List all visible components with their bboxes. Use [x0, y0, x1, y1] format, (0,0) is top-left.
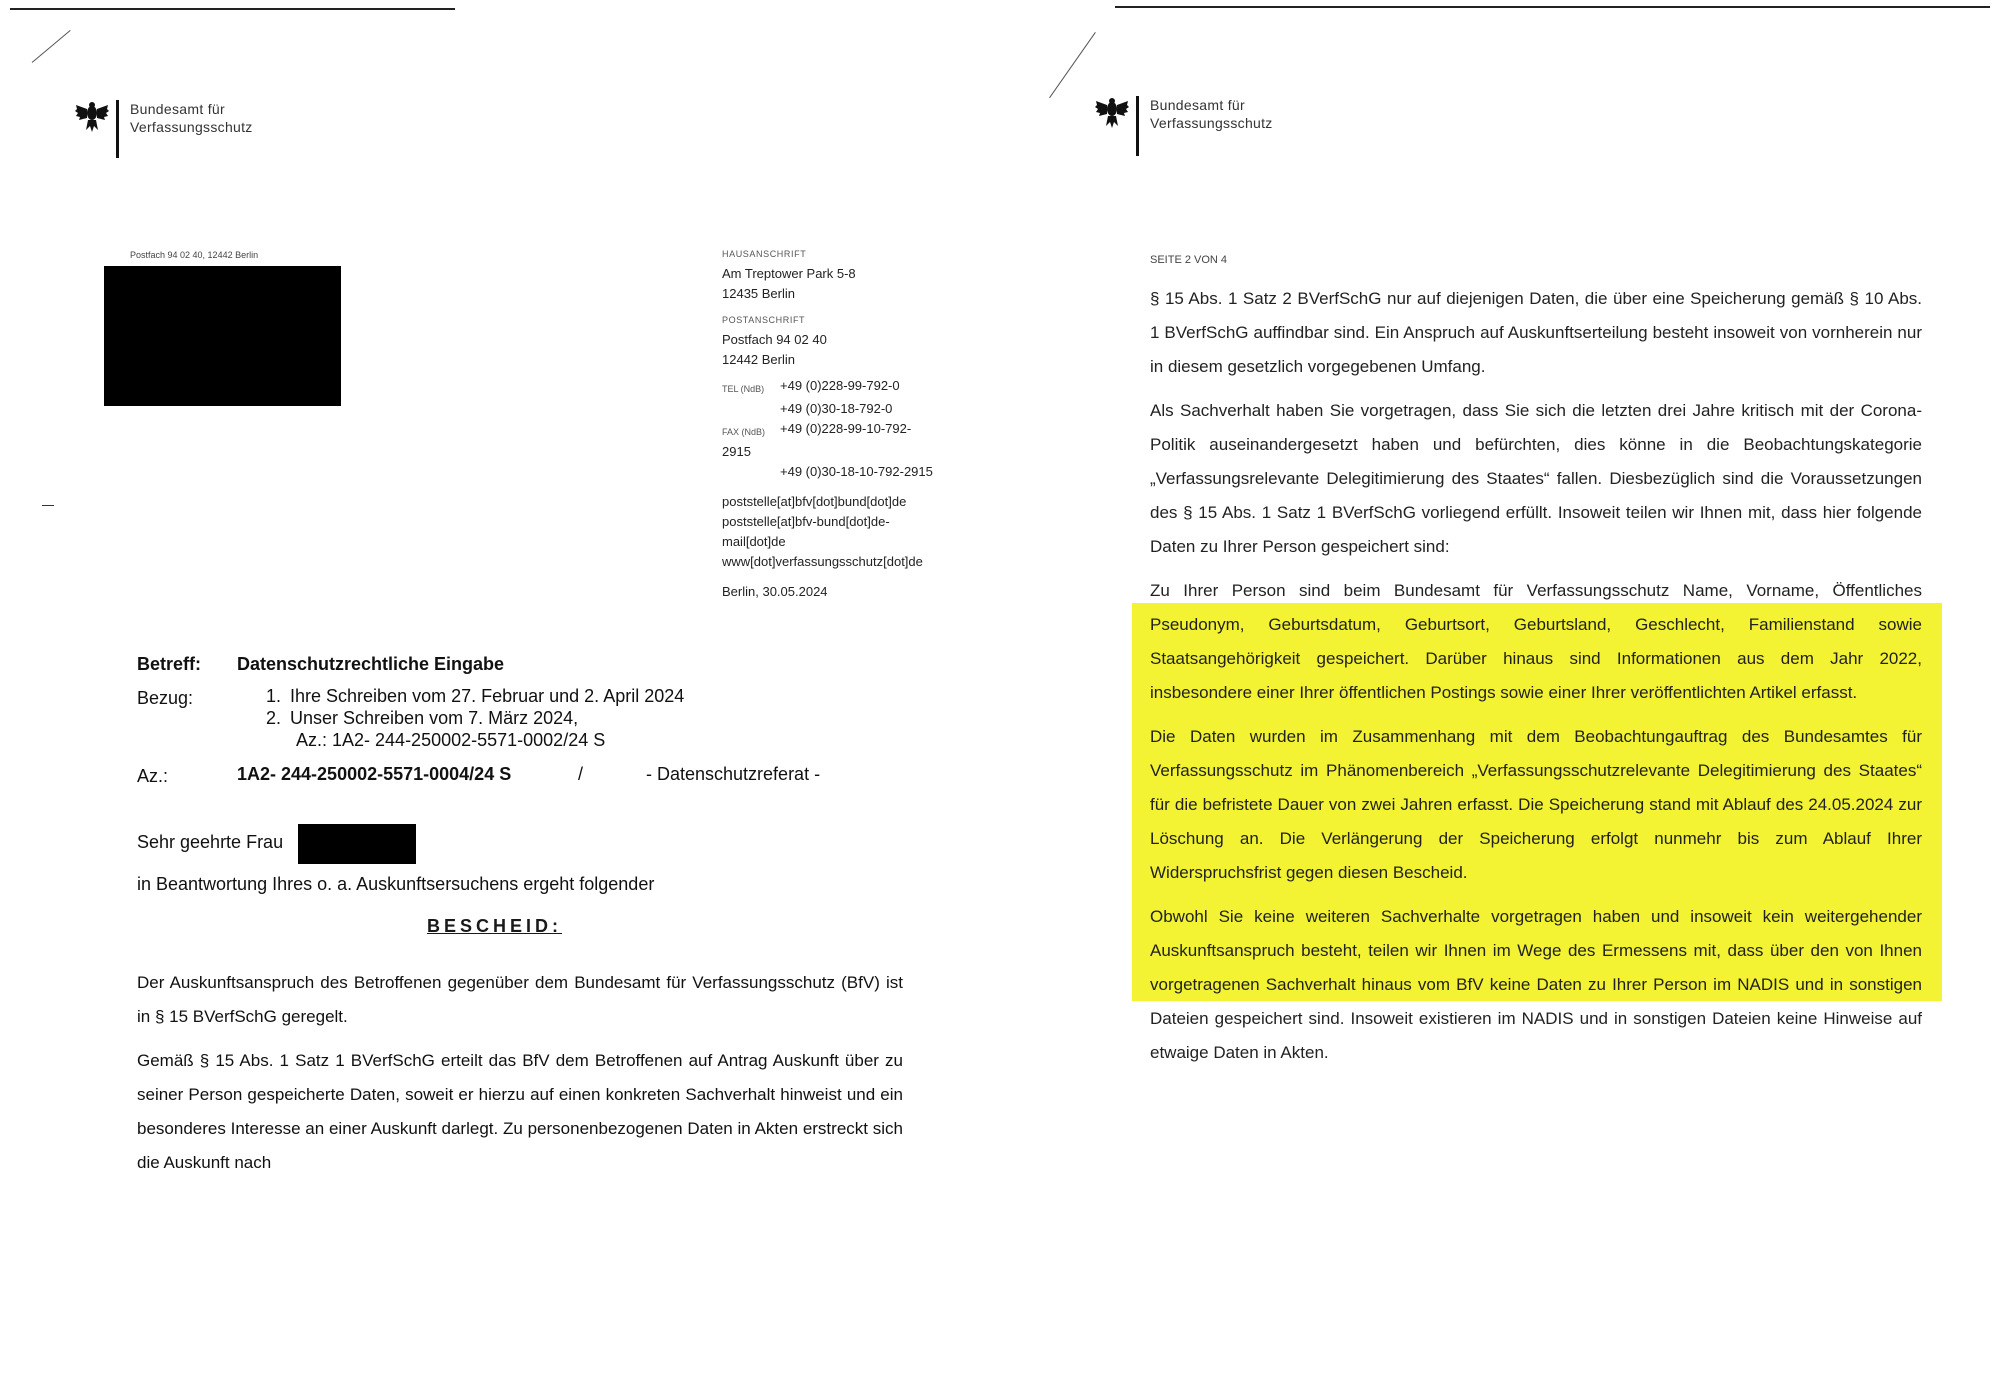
agency-line2: Verfassungsschutz: [1150, 115, 1273, 131]
hausanschrift-city: 12435 Berlin: [722, 286, 795, 301]
page2-paragraph-4: Die Daten wurden im Zusammenhang mit dem Beobachtungauftrag des Bundesamtes für Verfassungsschutz im Phänomenbereich „Verfassungsschutzrelevante Delegitimierung des Staates“ für die befristete Dauer von zwei Jahren erfasst. Die Speicherung stand mit Ablauf des 24.05.2024 zur Löschung an. Die Verlängerung der Speicherung erfolgt nunmehr bis zum Ablauf Ihrer Widerspruchsfrist gegen diesen Bescheid.: [1150, 727, 1922, 882]
federal-eagle-icon: [74, 100, 110, 134]
fax-number-1: +49 (0)228-99-10-792-: [780, 421, 912, 436]
postanschrift-label: POSTANSCHRIFT: [722, 315, 806, 325]
bezug-item-1: 1. Ihre Schreiben vom 27. Februar und 2. April 2024: [266, 686, 685, 706]
logo-divider-2: [1136, 96, 1139, 156]
agency-line2: Verfassungsschutz: [130, 119, 253, 135]
tel-number-1: +49 (0)228-99-792-0: [780, 378, 900, 393]
agency-line1: Bundesamt für: [130, 101, 225, 117]
return-address: Postfach 94 02 40, 12442 Berlin: [130, 250, 259, 260]
az-label: Az.:: [137, 766, 169, 786]
scan-mark: [32, 30, 71, 63]
postanschrift-box: Postfach 94 02 40: [722, 332, 827, 347]
page1-paragraph-2: Gemäß § 15 Abs. 1 Satz 1 BVerfSchG erteilt das BfV dem Betroffenen auf Antrag Auskunft über zu seiner Person gespeicherte Daten, soweit er hierzu auf einen konkreten Sachverhalt hinweist und ein besonderes Interesse an einer Auskunft darlegt. Zu personenbezogenen Daten in Akten erstreckt sich die Auskunft nach: [137, 1051, 903, 1172]
postanschrift-city: 12442 Berlin: [722, 352, 795, 367]
email-2: poststelle[at]bfv-bund[dot]de-: [722, 514, 890, 529]
page2-paragraph-3: Zu Ihrer Person sind beim Bundesamt für Verfassungsschutz Name, Vorname, Öffentliches Pseudonym, Geburtsdatum, Geburtsort, Geburtsland, Geschlecht, Familienstand sowie Staatsangehörigkeit gespeichert. Darüber hinaus sind Informationen aus dem Jahr 2022, insbesondere einer Ihrer öffentlichen Postings sowie einer Ihrer veröffentlichten Artikel erfasst.: [1150, 581, 1922, 702]
sender-contact-block: [722, 244, 962, 602]
intro-sentence: in Beantwortung Ihres o. a. Auskunftsersuchens ergeht folgender: [137, 874, 655, 894]
federal-eagle-icon: [1094, 96, 1130, 130]
bezug-item-2-az: Az.: 1A2- 244-250002-5571-0002/24 S: [296, 730, 606, 750]
website: www[dot]verfassungsschutz[dot]de: [722, 554, 923, 569]
page2-paragraph-2: Als Sachverhalt haben Sie vorgetragen, dass Sie sich die letzten drei Jahre kritisch mit der Corona-Politik auseinandergesetzt haben und befürchten, dies könne in die Beobachtungskategorie „Verfassungsrelevante Delegitimierung des Staates“ fallen. Diesbezüglich sind die Voraussetzungen des § 15 Abs. 1 Satz 1 BVerfSchG vorliegend erfüllt. Insoweit teilen wir Ihnen mit, dass hier folgende Daten zu Ihrer Person gespeichert sind:: [1150, 401, 1922, 556]
email-1: poststelle[at]bfv[dot]bund[dot]de: [722, 494, 907, 509]
scan-edge-line-2: [1115, 6, 1990, 8]
logo-divider: [116, 100, 119, 158]
fax-number-2: +49 (0)30-18-10-792-2915: [780, 464, 933, 479]
bezug-item-2: 2. Unser Schreiben vom 7. März 2024,: [266, 708, 579, 728]
page2-paragraph-5: Obwohl Sie keine weiteren Sachverhalte vorgetragen haben und insoweit kein weitergehender Auskunftsanspruch besteht, teilen wir Ihnen im Wege des Ermessens mit, dass über den von Ihnen vorgetragenen Sachverhalt hinaus vom BfV keine Daten zu Ihrer Person im NADIS und in sonstigen Dateien gespeichert sind. Insoweit existieren im NADIS und in sonstigen Dateien keine Hinweise auf etwaige Daten in Akten.: [1150, 907, 1922, 1062]
salutation: Sehr geehrte Frau: [137, 832, 284, 852]
page1-body: [137, 966, 903, 1190]
redacted-recipient-block: [104, 266, 341, 406]
fax-label: FAX (NdB): [722, 427, 766, 437]
hausanschrift-label: HAUSANSCHRIFT: [722, 249, 807, 259]
fold-mark: [42, 505, 54, 506]
az-department: - Datenschutzreferat -: [646, 764, 821, 784]
az-slash: /: [578, 764, 584, 784]
bescheid-heading: BESCHEID:: [427, 916, 563, 936]
betreff-label: Betreff:: [137, 654, 202, 674]
page2-paragraph-1: § 15 Abs. 1 Satz 2 BVerfSchG nur auf diejenigen Daten, die über eine Speicherung gemäß § 10 Abs. 1 BVerfSchG auffindbar sind. Ein Anspruch auf Auskunftserteilung besteht insoweit von vornherein nur in diesem gesetzlich vorgegebenen Umfang.: [1150, 289, 1922, 376]
az-value: 1A2- 244-250002-5571-0004/24 S: [237, 764, 512, 784]
tel-label: TEL (NdB): [722, 384, 765, 394]
hausanschrift-street: Am Treptower Park 5-8: [722, 266, 856, 281]
email-2-cont: mail[dot]de: [722, 534, 786, 549]
agency-line1: Bundesamt für: [1150, 97, 1245, 113]
agency-name-2: [1150, 96, 1273, 132]
redacted-name: [298, 824, 416, 864]
letter-date: Berlin, 30.05.2024: [722, 584, 828, 599]
fax-number-1-cont: 2915: [722, 444, 751, 459]
bezug-label: Bezug:: [137, 688, 194, 708]
agency-name: [130, 100, 253, 136]
betreff-value: Datenschutzrechtliche Eingabe: [237, 654, 505, 674]
tel-number-2: +49 (0)30-18-792-0: [780, 401, 893, 416]
page1-paragraph-1: Der Auskunftsanspruch des Betroffenen gegenüber dem Bundesamt für Verfassungsschutz (BfV) ist in § 15 BVerfSchG geregelt.: [137, 973, 903, 1026]
page2-body: [1150, 282, 1922, 1080]
scan-edge-line: [10, 8, 455, 10]
page-indicator: SEITE 2 VON 4: [1150, 254, 1228, 266]
